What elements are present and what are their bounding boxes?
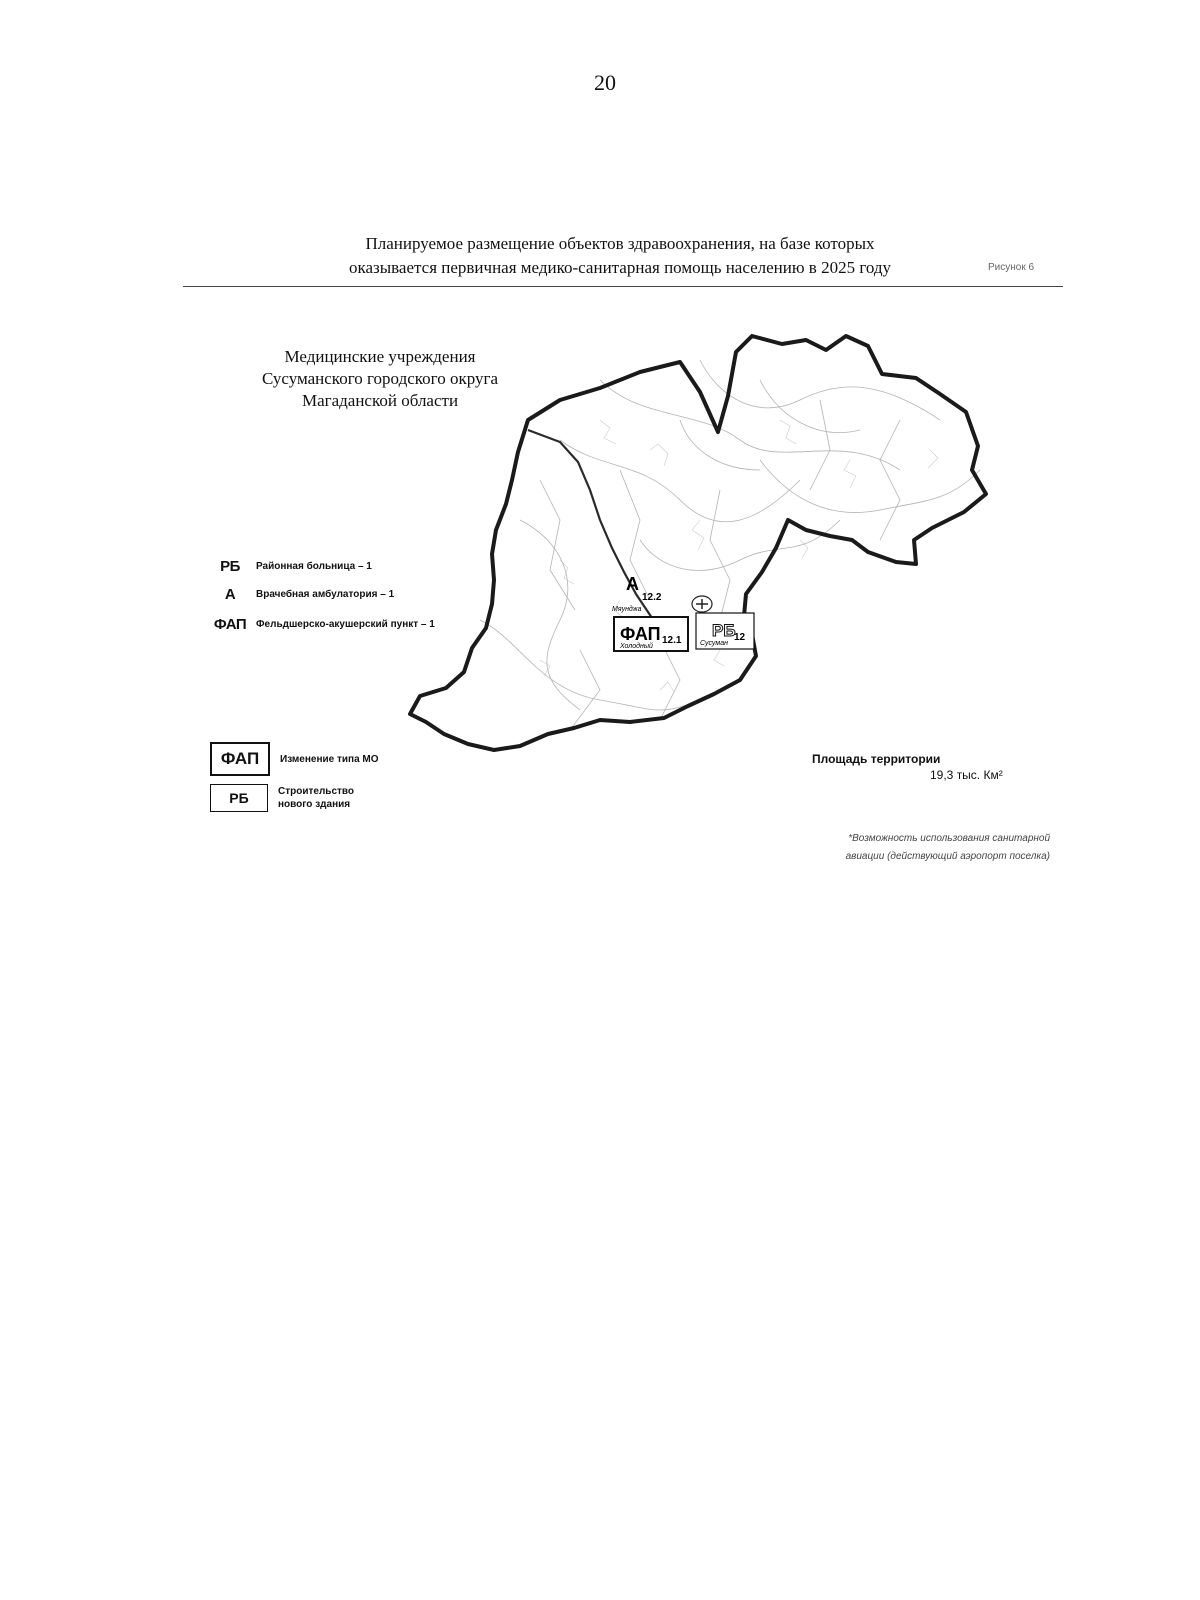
ambulatory-code: 12.2 <box>642 592 662 603</box>
fap-box-legend-icon: ФАП <box>210 742 270 776</box>
figure-title-line-2: оказывается первичная медико-санитарная помощь населению в 2025 году <box>348 258 892 277</box>
legend-box-text <box>278 785 354 811</box>
footnote-line-1: *Возможность использования санитарной <box>848 833 1050 844</box>
legend-box-text <box>280 753 379 766</box>
footnote-line-2: авиации (действующий аэропорт поселка) <box>845 851 1050 862</box>
legend-item <box>210 616 435 633</box>
legend-item <box>210 558 372 575</box>
relief-texture <box>480 360 980 730</box>
hospital-code: 12 <box>734 632 746 643</box>
hospital-place: Сусуман <box>700 640 728 647</box>
area-label: Площадь территории <box>812 752 941 766</box>
road-line <box>528 430 660 630</box>
legend-text: Районная больница – 1 <box>256 561 372 572</box>
footnote <box>790 830 1050 866</box>
fap-place: Холодный <box>620 643 653 650</box>
fap-legend-icon: ФАП <box>213 616 247 633</box>
figure-label: Рисунок 6 <box>988 262 1035 273</box>
map-title-line-1: Медицинские учреждения <box>284 347 476 366</box>
legend-text: Врачебная амбулатория – 1 <box>256 589 395 600</box>
ambulatory-place: Мяунджа <box>612 606 642 613</box>
hospital-legend-icon: РБ <box>220 558 240 575</box>
figure-title-line-1: Планируемое размещение объектов здравоохранения, на базе которых <box>365 234 875 253</box>
hospital-marker: РБ <box>712 621 736 640</box>
page-number: 20 <box>594 70 616 95</box>
legend-text: Фельдшерско-акушерский пункт – 1 <box>256 619 435 630</box>
area-value: 19,3 тыс. Км² <box>930 768 1003 782</box>
legend-box-text-line: нового здания <box>278 799 351 810</box>
legend-box-text-line: Строительство <box>278 786 355 797</box>
hospital-box-legend-icon: РБ <box>210 784 268 812</box>
legend-box-item <box>210 784 354 812</box>
legend-box-text-line: Изменение типа МО <box>280 753 379 765</box>
fap-code: 12.1 <box>662 635 682 646</box>
map-title <box>240 346 520 412</box>
fap-marker: ФАП <box>620 624 661 644</box>
map-title-line-2: Сусуманского городского округа <box>261 369 499 388</box>
map-title-line-3: Магаданской области <box>301 391 459 410</box>
ambulatory-marker: А <box>626 574 639 594</box>
legend-item <box>210 586 394 603</box>
ambulatory-legend-icon: А <box>224 586 236 603</box>
legend-box-item <box>210 742 379 776</box>
